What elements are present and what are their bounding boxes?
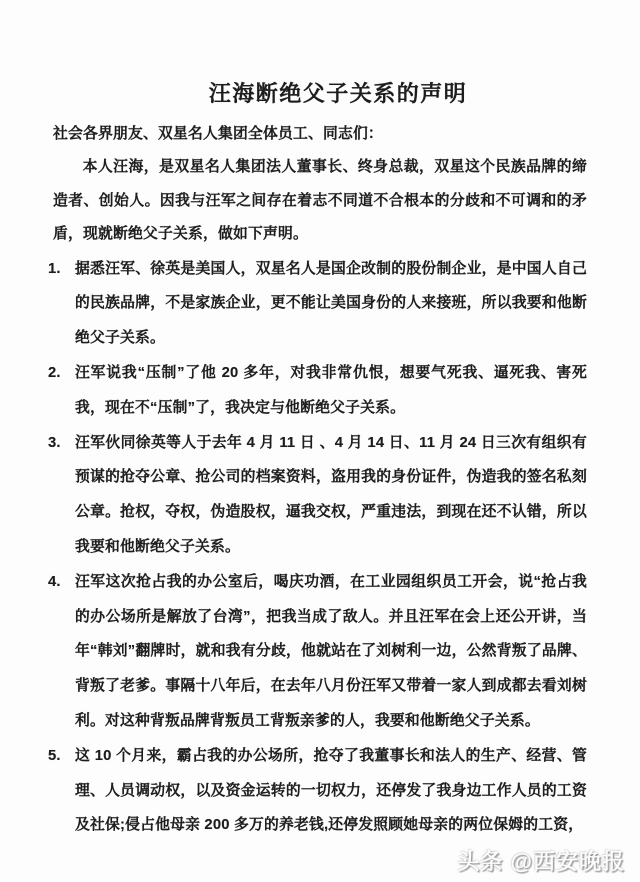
toutiao-watermark: 头条 @西安晚报: [457, 849, 625, 874]
statement-item-3-number: 3.: [48, 434, 61, 451]
salutation-line: 社会各界朋友、双星名人集团全体员工、同志们：: [53, 126, 383, 142]
statement-item-3-text: 汪军伙同徐英等人于去年 4 月 11 日 、4 月 14 日、11 月 24 日三次有组织有预谋的抢夺公章、抢公司的档案资料，盗用我的身份证件，伪造我的签名私刻公章。抢权，夺权，伪造股权，逼我交权，严重违法，到现在还不认错，所以我要和他断绝父子关系。: [75, 434, 587, 555]
statement-item-5-text: 这 10 个月来，霸占我的办公场所，抢夺了我董事长和法人的生产、经营、管理、人员调动权，以及资金运转的一切权力，还停发了我身边工作人员的工资及社保;侵占他母亲 200 多万的养老钱,还停发照顾她母亲的两位保姆的工资，: [75, 747, 587, 834]
statement-list: [48, 252, 587, 844]
statement-item-5-number: 5.: [48, 747, 61, 764]
document-title: 汪海断绝父子关系的声明: [208, 81, 468, 106]
statement-item-1-text: 据悉汪军、徐英是美国人，双星名人是国企改制的股份制企业，是中国人自己的民族品牌，不是家族企业，更不能让美国身份的人来接班，所以我要和他断绝父子关系。: [75, 260, 587, 347]
statement-item-1: [48, 252, 587, 356]
statement-item-3: [48, 426, 587, 565]
statement-item-5: [48, 739, 587, 843]
statement-item-2-text: 汪军说我“压制”了他 20 多年，对我非常仇恨，想要气死我、逼死我、害死我，现在不“压制”了，我决定与他断绝父子关系。: [75, 365, 587, 416]
statement-item-2-number: 2.: [48, 365, 61, 382]
intro-paragraph: 本人汪海，是双星名人集团法人董事长、终身总裁，双星这个民族品牌的缔造者、创始人。因我与汪军之间存在着志不同道不合根本的分歧和不可调和的矛盾，现就断绝父子关系，做如下声明。: [53, 159, 587, 243]
statement-item-4-number: 4.: [48, 573, 61, 590]
statement-item-2: [48, 356, 587, 426]
statement-item-4-text: 汪军这次抢占我的办公室后，喝庆功酒，在工业园组织员工开会，说“抢占我的办公场所是解放了台湾”，把我当成了敌人。并且汪军在会上还公开讲，当年“韩刘”翻牌时，就和我有分歧，他就站在了刘树利一边，公然背叛了品牌、背叛了老爹。事隔十八年后，在去年八月份汪军又带着一家人到成都去看刘树利。对这种背叛品牌背叛员工背叛亲爹的人，我要和他断绝父子关系。: [75, 573, 587, 729]
statement-item-1-number: 1.: [48, 260, 61, 277]
statement-item-4: [48, 565, 587, 739]
